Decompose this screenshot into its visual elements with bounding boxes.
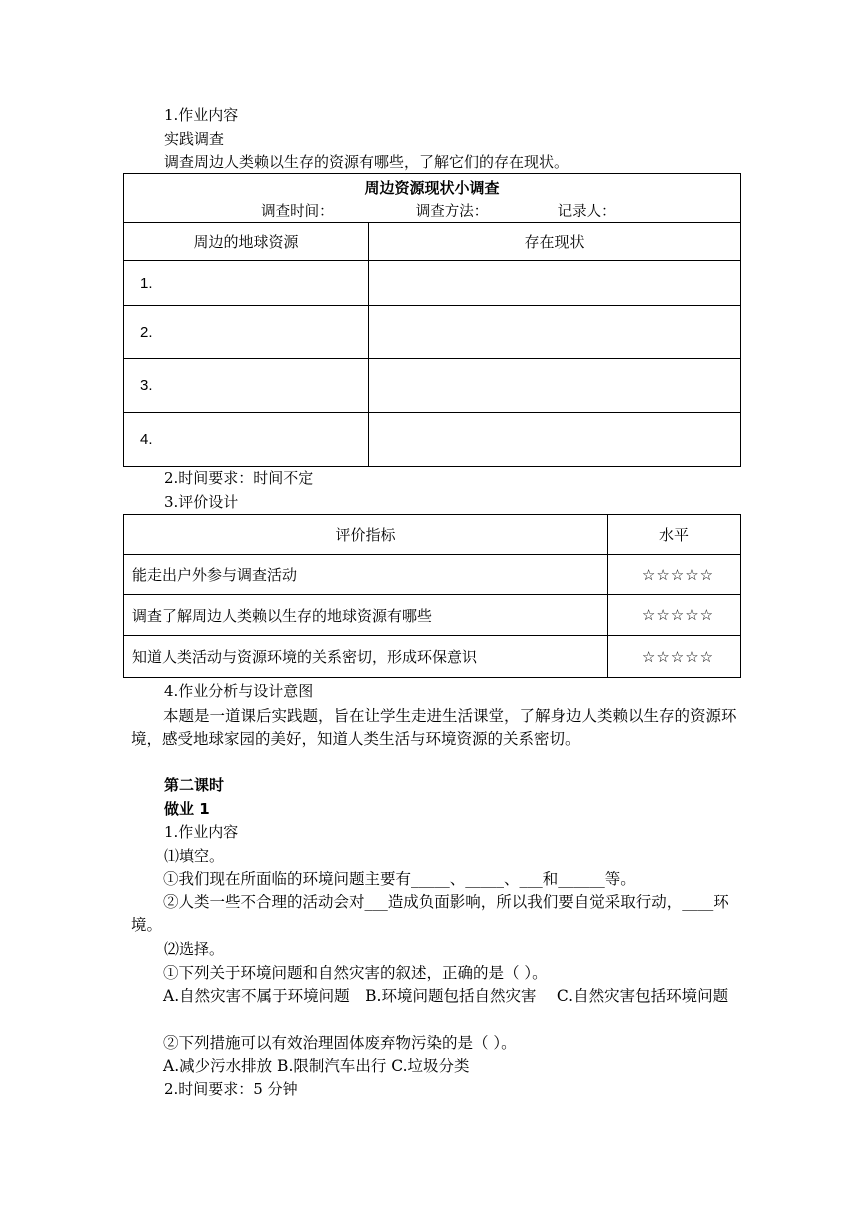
survey-header xyxy=(124,174,741,223)
lesson-title: 第二课时 xyxy=(164,776,225,794)
choice-question-1: ①下列关于环境问题和自然灾害的叙述，正确的是（ ）。 xyxy=(163,964,548,982)
col-status-header: 存在现状 xyxy=(369,223,741,261)
choice-question-2: ②下列措施可以有效治理固体废弃物污染的是（ ）。 xyxy=(163,1034,517,1052)
evaluation-table xyxy=(123,514,741,678)
star-rating: ☆☆☆☆☆ xyxy=(608,636,741,678)
indicator-cell: 知道人类活动与资源环境的关系密切，形成环保意识 xyxy=(124,636,608,678)
fill-question-1: ①我们现在所面临的环境问题主要有_____、_____、___和______等。 xyxy=(163,870,636,888)
resource-row-num: 2. xyxy=(124,306,369,359)
status-cell xyxy=(369,413,741,467)
evaluation-heading: 3.评价设计 xyxy=(164,493,239,511)
star-rating: ☆☆☆☆☆ xyxy=(608,555,741,595)
fill-heading: ⑴填空。 xyxy=(164,847,225,865)
star-rating: ☆☆☆☆☆ xyxy=(608,595,741,636)
survey-method-label: 调查方法： xyxy=(415,204,489,220)
survey-time-label: 调查时间： xyxy=(261,204,334,220)
survey-recorder-label: 记录人： xyxy=(557,204,616,220)
time-requirement: 2.时间要求：时间不定 xyxy=(164,469,314,487)
homework-title: 做业 1 xyxy=(164,800,210,818)
fill-question-2: ②人类一些不合理的活动会对___造成负面影响，所以我们要自觉采取行动，____环境。 xyxy=(131,893,729,934)
resource-row-num: 1. xyxy=(124,261,369,306)
status-cell xyxy=(369,261,741,306)
time-requirement-2: 2.时间要求：5 分钟 xyxy=(164,1080,298,1098)
survey-table xyxy=(123,173,741,467)
analysis-paragraph: 本题是一道课后实践题，旨在让学生走进生活课堂，了解身边人类赖以生存的资源环境，感受地球家园的美好，知道人类生活与环境资源的关系密切。 xyxy=(131,707,737,748)
section-heading: 1.作业内容 xyxy=(164,106,239,124)
status-cell xyxy=(369,306,741,359)
indicator-cell: 能走出户外参与调查活动 xyxy=(124,555,608,595)
choice-question-2-options: A.减少污水排放 B.限制汽车出行 C.垃圾分类 xyxy=(163,1057,470,1075)
choice-heading: ⑵选择。 xyxy=(164,940,225,958)
section-subheading: 实践调查 xyxy=(164,130,225,148)
status-cell xyxy=(369,359,741,413)
resource-row-num: 3. xyxy=(124,359,369,413)
instruction-text: 调查周边人类赖以生存的资源有哪些，了解它们的存在现状。 xyxy=(164,153,570,171)
choice-question-1-options: A.自然灾害不属于环境问题 B.环境问题包括自然灾害 C.自然灾害包括环境问题 xyxy=(163,987,729,1005)
col-indicator-header: 评价指标 xyxy=(124,515,608,555)
content-heading: 1.作业内容 xyxy=(164,823,239,841)
col-level-header: 水平 xyxy=(608,515,741,555)
survey-title: 周边资源现状小调查 xyxy=(364,179,500,197)
survey-meta xyxy=(124,200,740,221)
resource-row-num: 4. xyxy=(124,413,369,467)
col-resource-header: 周边的地球资源 xyxy=(124,223,369,261)
analysis-heading: 4.作业分析与设计意图 xyxy=(164,682,314,700)
indicator-cell: 调查了解周边人类赖以生存的地球资源有哪些 xyxy=(124,595,608,636)
